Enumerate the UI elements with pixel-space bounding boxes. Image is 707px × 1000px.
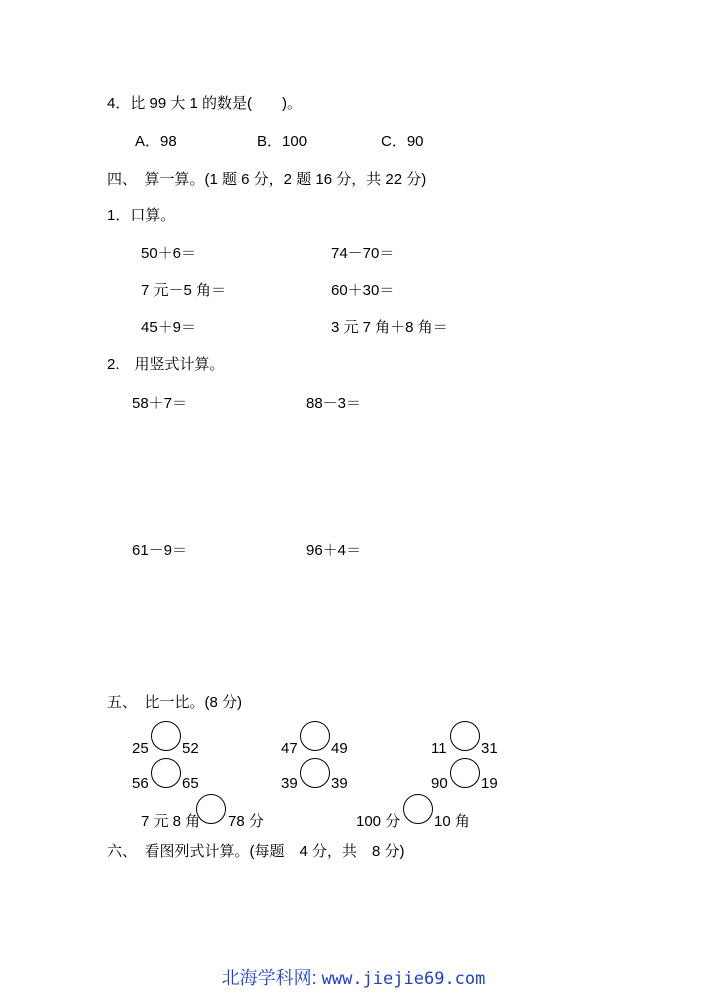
compare-right: 78 分 — [228, 813, 264, 830]
compare-answer-circle[interactable] — [450, 758, 480, 788]
compare-answer-circle[interactable] — [300, 721, 330, 751]
oral-calc-item: 3 元 7 角＋8 角＝ — [331, 319, 448, 336]
vertical-calc-item: 96＋4＝ — [306, 542, 362, 559]
compare-answer-circle[interactable] — [300, 758, 330, 788]
compare-answer-circle[interactable] — [450, 721, 480, 751]
option-b: B．100 — [257, 133, 308, 150]
compare-left: 39 — [281, 775, 298, 792]
part-1-title: 1．口算。 — [107, 207, 176, 224]
vertical-calc-item: 58＋7＝ — [132, 395, 188, 412]
compare-left: 56 — [132, 775, 149, 792]
question-4-stem: 4．比 99 大 1 的数是( )。 — [107, 95, 303, 112]
option-a: A．98 — [135, 133, 177, 150]
compare-right: 49 — [331, 740, 348, 757]
vertical-calc-item: 61－9＝ — [132, 542, 188, 559]
compare-left: 90 — [431, 775, 448, 792]
compare-right: 31 — [481, 740, 498, 757]
compare-left: 47 — [281, 740, 298, 757]
compare-left: 100 分 — [356, 813, 401, 830]
compare-right: 10 角 — [434, 813, 470, 830]
footer-watermark — [0, 966, 707, 991]
footer-url[interactable]: www.jiejie69.com — [321, 969, 486, 989]
section-6-title: 六、 看图列式计算。(每题 4 分，共 8 分) — [107, 843, 405, 860]
compare-left: 25 — [132, 740, 149, 757]
oral-calc-item: 7 元－5 角＝ — [141, 282, 227, 299]
section-5-title: 五、 比一比。(8 分) — [107, 694, 243, 711]
compare-answer-circle[interactable] — [151, 721, 181, 751]
compare-answer-circle[interactable] — [151, 758, 181, 788]
footer-site-name: 北海学科网: — [221, 968, 317, 988]
oral-calc-item: 50＋6＝ — [141, 245, 197, 262]
part-2-title: 2. 用竖式计算。 — [107, 356, 225, 373]
compare-right: 52 — [182, 740, 199, 757]
compare-right: 39 — [331, 775, 348, 792]
option-c: C．90 — [381, 133, 424, 150]
oral-calc-item: 60＋30＝ — [331, 282, 395, 299]
oral-calc-item: 74－70＝ — [331, 245, 395, 262]
compare-left: 11 — [431, 740, 447, 757]
compare-right: 19 — [481, 775, 498, 792]
oral-calc-item: 45＋9＝ — [141, 319, 197, 336]
compare-answer-circle[interactable] — [196, 794, 226, 824]
compare-left: 7 元 8 角 — [141, 813, 201, 830]
compare-answer-circle[interactable] — [403, 794, 433, 824]
compare-right: 65 — [182, 775, 199, 792]
vertical-calc-item: 88－3＝ — [306, 395, 362, 412]
section-4-title: 四、 算一算。(1 题 6 分，2 题 16 分，共 22 分) — [107, 171, 427, 188]
